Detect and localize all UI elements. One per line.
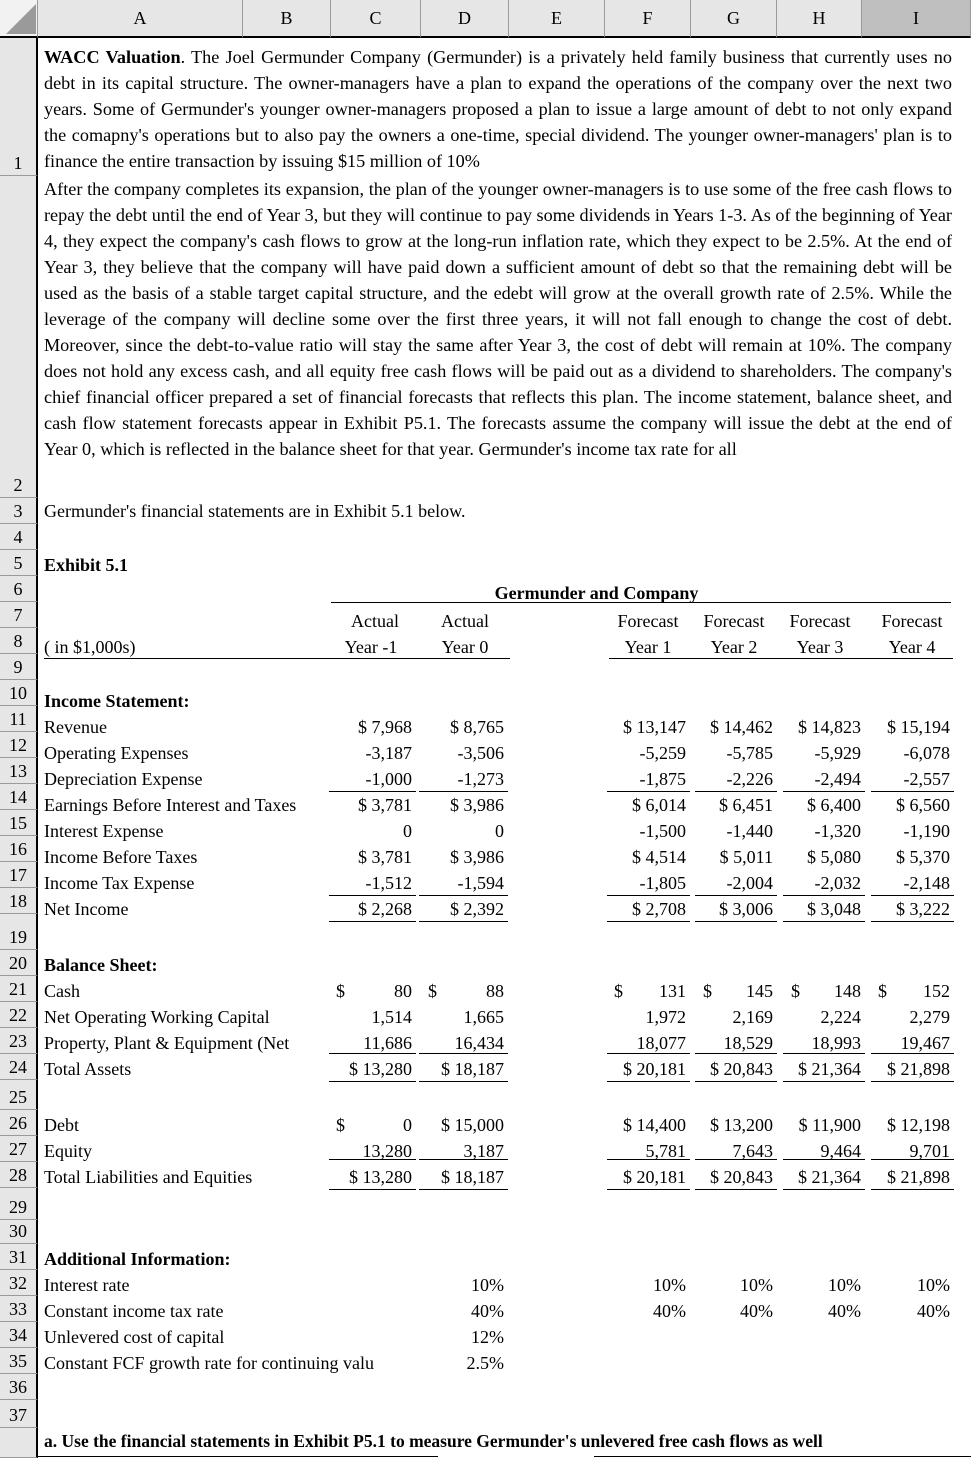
row-header-1[interactable]: 1 xyxy=(0,38,38,176)
balance-row-value[interactable]: $ 21,364 xyxy=(798,1059,861,1079)
total-underline xyxy=(871,895,954,896)
total-underline xyxy=(607,921,690,922)
balance-row-value[interactable]: 5,781 xyxy=(645,1141,686,1161)
additional-row-value[interactable]: 40% xyxy=(740,1301,773,1321)
balance-row-value[interactable]: 148 xyxy=(834,981,861,1001)
income-row-label[interactable]: Earnings Before Interest and Taxes xyxy=(44,795,297,815)
additional-row-label[interactable]: Unlevered cost of capital xyxy=(44,1327,225,1347)
income-row-value[interactable]: -1,512 xyxy=(365,873,412,893)
income-row-value[interactable]: $ 4,514 xyxy=(632,847,686,867)
row-header-17[interactable]: 17 xyxy=(0,862,38,888)
total-underline xyxy=(607,895,690,896)
additional-row-label[interactable]: Interest rate xyxy=(44,1275,130,1295)
income-row-value[interactable]: $ 5,370 xyxy=(896,847,950,867)
income-row-value[interactable]: -2,004 xyxy=(726,873,773,893)
income-row-value[interactable]: $ 6,014 xyxy=(632,795,686,815)
cash-dollar-sign: $ xyxy=(791,981,800,1001)
additional-row-value[interactable]: 10% xyxy=(828,1275,861,1295)
total-underline xyxy=(419,895,508,896)
intro-paragraph-2[interactable]: After the company completes its expansion, the plan of the younger owner-managers is to use some of the free cash flows to repay the debt until the end of Year 3, but they will continue to pay some dividends in Years 1-3. As of the beginning of Year 4, they expect the company's cash flows to grow at the long-run inflation rate, which they expect to be 2.5%. At the end of Year 3, they believe that the company will have paid down a sufficient amount of debt so that the remaining debt will be used as the basis of a stable target capital structure, and the edebt will grow at the overall growth rate of 2.5%. While the leverage of the company will decline some over the first three years, it will not fall enough to change the cost of debt. Moreover, since the debt-to-value ratio will stay the same after Year 3, the cost of debt will remain at 10%. The company does not hold any excess cash, and all equity free cash flows will be paid out as a dividend to shareholders. The company's chief financial officer prepared a set of financial forecasts that reflects this plan. The income statement, balance sheet, and cash flow statement forecasts appear in Exhibit P5.1. The forecasts assume the company will issue the debt at the end of Year 0, which is reflected in the balance sheet for that year. Germunder's income tax rate for all xyxy=(44,179,952,459)
total-underline xyxy=(329,1189,416,1190)
additional-row-value[interactable]: 10% xyxy=(653,1275,686,1295)
intro-lead: WACC Valuation xyxy=(44,47,181,67)
row-header-9[interactable]: 9 xyxy=(0,654,38,680)
income-row-value[interactable]: $ 3,048 xyxy=(807,899,861,919)
additional-row-value[interactable]: 40% xyxy=(828,1301,861,1321)
cash-dollar-sign: $ xyxy=(703,981,712,1001)
income-row-label[interactable]: Income Before Taxes xyxy=(44,847,198,867)
column-header-d[interactable]: D xyxy=(421,0,509,38)
income-row-value[interactable]: -1,875 xyxy=(639,769,686,789)
balance-row-value[interactable]: 1,514 xyxy=(371,1007,412,1027)
total-underline xyxy=(871,1053,954,1054)
col-head1-actual-y-1: Actual xyxy=(351,611,399,631)
total-underline xyxy=(783,1053,865,1054)
row-header-2[interactable]: 2 xyxy=(0,176,38,498)
total-underline xyxy=(329,1159,416,1160)
total-underline xyxy=(329,921,416,922)
row-header-32[interactable]: 32 xyxy=(0,1270,38,1296)
income-row-value[interactable]: $ 5,011 xyxy=(719,847,773,867)
balance-sheet-title[interactable]: Balance Sheet: xyxy=(44,955,158,975)
income-row-label[interactable]: Operating Expenses xyxy=(44,743,189,763)
row-header-25[interactable]: 25 xyxy=(0,1080,38,1110)
income-row-label[interactable]: Income Tax Expense xyxy=(44,873,195,893)
total-underline xyxy=(695,1159,777,1160)
total-underline xyxy=(695,791,777,792)
intro-paragraph-1[interactable] xyxy=(44,44,952,176)
total-underline xyxy=(871,1081,954,1082)
income-row-value[interactable]: -1,320 xyxy=(814,821,861,841)
debt-dollar-sign: $ xyxy=(336,1115,345,1135)
cash-dollar-sign: $ xyxy=(428,981,437,1001)
total-underline xyxy=(783,1159,865,1160)
total-underline xyxy=(419,791,508,792)
balance-row-value[interactable]: $ 18,187 xyxy=(441,1167,504,1187)
row-header-30[interactable]: 30 xyxy=(0,1220,38,1244)
additional-row-value[interactable]: 10% xyxy=(471,1275,504,1295)
col-head2-year1: Year 1 xyxy=(624,637,672,657)
income-row-value[interactable]: -1,594 xyxy=(457,873,504,893)
row-header-10[interactable]: 10 xyxy=(0,680,38,706)
income-row-value[interactable]: $ 14,823 xyxy=(798,717,861,737)
income-row-value[interactable]: -6,078 xyxy=(903,743,950,763)
additional-row-value[interactable]: 10% xyxy=(740,1275,773,1295)
question-rule-left xyxy=(38,1456,438,1457)
row-header-5[interactable]: 5 xyxy=(0,550,38,576)
row-header-29[interactable]: 29 xyxy=(0,1188,38,1220)
col-head2-year2: Year 2 xyxy=(710,637,758,657)
balance-row-value[interactable]: 9,701 xyxy=(909,1141,950,1161)
income-row-value[interactable]: 0 xyxy=(403,821,412,841)
units-label[interactable]: ( in $1,000s) xyxy=(44,637,136,657)
income-row-label[interactable]: Depreciation Expense xyxy=(44,769,203,789)
column-header-h[interactable]: H xyxy=(777,0,862,38)
col-head2-year0: Year 0 xyxy=(441,637,489,657)
additional-info-title[interactable]: Additional Information: xyxy=(44,1249,231,1269)
income-row-value[interactable]: -1,000 xyxy=(365,769,412,789)
total-underline xyxy=(871,791,954,792)
balance-row-value[interactable]: 131 xyxy=(659,981,686,1001)
income-row-value[interactable]: $ 3,986 xyxy=(450,847,504,867)
select-all-triangle-icon xyxy=(0,0,37,36)
additional-row-value[interactable]: 40% xyxy=(653,1301,686,1321)
cash-dollar-sign: $ xyxy=(614,981,623,1001)
additional-row-value[interactable]: 10% xyxy=(917,1275,950,1295)
total-underline xyxy=(695,921,777,922)
balance-row-value[interactable]: $ 14,400 xyxy=(623,1115,686,1135)
income-row-value[interactable]: $ 5,080 xyxy=(807,847,861,867)
income-row-value[interactable]: $ 3,986 xyxy=(450,795,504,815)
income-row-value[interactable]: $ 3,781 xyxy=(358,795,412,815)
row-header-16[interactable]: 16 xyxy=(0,836,38,862)
balance-row-value[interactable]: 145 xyxy=(746,981,773,1001)
row-header-3[interactable]: 3 xyxy=(0,498,38,524)
question-a[interactable]: a. Use the financial statements in Exhibit P5.1 to measure Germunder's unlevered free cash flows as well xyxy=(44,1431,823,1451)
balance-row-value[interactable]: $ 13,280 xyxy=(349,1167,412,1187)
total-underline xyxy=(419,1189,508,1190)
income-row-value[interactable]: -2,557 xyxy=(903,769,950,789)
balance-row-value[interactable]: 2,279 xyxy=(909,1007,950,1027)
additional-row-value[interactable]: 40% xyxy=(917,1301,950,1321)
row-header-27[interactable]: 27 xyxy=(0,1136,38,1162)
balance-row-value[interactable]: 13,280 xyxy=(362,1141,412,1161)
total-underline xyxy=(419,1159,508,1160)
income-row-value[interactable]: $ 15,194 xyxy=(887,717,950,737)
row-header-28[interactable]: 28 xyxy=(0,1162,38,1188)
total-underline xyxy=(607,1053,690,1054)
additional-row-label[interactable]: Constant income tax rate xyxy=(44,1301,224,1321)
income-row-value[interactable]: $ 6,400 xyxy=(807,795,861,815)
income-row-value[interactable]: -2,032 xyxy=(814,873,861,893)
col-head2-year3: Year 3 xyxy=(796,637,844,657)
balance-row-value[interactable]: $ 21,364 xyxy=(798,1167,861,1187)
balance-row-value[interactable]: $ 20,843 xyxy=(710,1167,773,1187)
income-row-value[interactable]: $ 6,451 xyxy=(719,795,773,815)
total-underline xyxy=(695,895,777,896)
column-header-b[interactable]: B xyxy=(243,0,331,38)
col-head1-forecast-y1: Forecast xyxy=(617,611,679,631)
income-row-value[interactable]: -1,190 xyxy=(903,821,950,841)
row-header-12[interactable]: 12 xyxy=(0,732,38,758)
balance-row-value[interactable]: $ 11,900 xyxy=(798,1115,861,1135)
income-row-value[interactable]: -1,805 xyxy=(639,873,686,893)
total-underline xyxy=(783,921,865,922)
balance-row-label[interactable]: Cash xyxy=(44,981,80,1001)
balance-row-value[interactable]: $ 21,898 xyxy=(887,1059,950,1079)
row-header-19[interactable]: 19 xyxy=(0,914,38,950)
income-row-value[interactable]: $ 2,708 xyxy=(632,899,686,919)
income-row-value[interactable]: $ 2,268 xyxy=(358,899,412,919)
row-header-8[interactable]: 8 xyxy=(0,628,38,654)
total-underline xyxy=(607,1189,690,1190)
row-header-13[interactable]: 13 xyxy=(0,758,38,784)
income-row-value[interactable]: -3,506 xyxy=(457,743,504,763)
row-header-26[interactable]: 26 xyxy=(0,1110,38,1136)
balance-row-value[interactable]: 7,643 xyxy=(732,1141,773,1161)
col-head1-forecast-y3: Forecast xyxy=(789,611,851,631)
cash-dollar-sign: $ xyxy=(878,981,887,1001)
balance-row-value[interactable]: 18,993 xyxy=(811,1033,861,1053)
balance-row-label[interactable]: Net Operating Working Capital xyxy=(44,1007,270,1027)
balance-row-value[interactable]: $ 12,198 xyxy=(887,1115,950,1135)
row-header-11[interactable]: 11 xyxy=(0,706,38,732)
income-row-value[interactable]: -2,148 xyxy=(903,873,950,893)
balance-row-value[interactable]: 1,972 xyxy=(645,1007,686,1027)
additional-row-value[interactable]: 40% xyxy=(471,1301,504,1321)
balance-row-value[interactable]: $ 13,200 xyxy=(710,1115,773,1135)
balance-row-value[interactable]: $ 13,280 xyxy=(349,1059,412,1079)
income-row-value[interactable]: $ 3,781 xyxy=(358,847,412,867)
income-row-label[interactable]: Interest Expense xyxy=(44,821,164,841)
balance-row-value[interactable]: 1,665 xyxy=(463,1007,504,1027)
income-row-value[interactable]: $ 7,968 xyxy=(358,717,412,737)
select-all-corner[interactable] xyxy=(0,0,38,38)
balance-row-value[interactable]: 16,434 xyxy=(454,1033,504,1053)
row-header-15[interactable]: 15 xyxy=(0,810,38,836)
balance-row-value[interactable]: 11,686 xyxy=(363,1033,412,1053)
col-head2-year4: Year 4 xyxy=(888,637,936,657)
balance-row-label[interactable]: Debt xyxy=(44,1115,79,1135)
intro-p1-text: . The Joel Germunder Company (Germunder) is a privately held family business that currently uses no debt in its capital structure. The owner-managers have a plan to expand the operations of the company over the next two years. Some of Germunder's younger owner-managers proposed a plan to issue a large amount of debt to not only expand the comapny's operations but to also pay the owners a one-time, special dividend. The younger owner-managers' plan is to finance the entire transaction by issuing $15 million of 10% xyxy=(44,47,952,171)
balance-row-value[interactable]: 3,187 xyxy=(463,1141,504,1161)
row-header-20[interactable]: 20 xyxy=(0,950,38,976)
row-header-6[interactable]: 6 xyxy=(0,576,38,602)
total-underline xyxy=(871,921,954,922)
total-underline xyxy=(329,1081,416,1082)
balance-row-value[interactable]: 88 xyxy=(486,981,504,1001)
balance-row-label[interactable]: Total Assets xyxy=(44,1059,132,1079)
cash-dollar-sign: $ xyxy=(336,981,345,1001)
balance-row-value[interactable]: $ 15,000 xyxy=(441,1115,504,1135)
total-underline xyxy=(419,1053,508,1054)
row-header-18[interactable]: 18 xyxy=(0,888,38,914)
income-row-value[interactable]: $ 6,560 xyxy=(896,795,950,815)
income-row-value[interactable]: $ 13,147 xyxy=(623,717,686,737)
company-title-rule xyxy=(331,602,951,603)
total-underline xyxy=(607,791,690,792)
balance-row-value[interactable]: $ 20,843 xyxy=(710,1059,773,1079)
income-row-value[interactable]: $ 3,222 xyxy=(896,899,950,919)
row-header-38[interactable] xyxy=(0,1428,38,1458)
balance-row-value[interactable]: $ 21,898 xyxy=(887,1167,950,1187)
total-underline xyxy=(607,1081,690,1082)
balance-row-value[interactable]: 2,169 xyxy=(732,1007,773,1027)
total-underline xyxy=(419,1081,508,1082)
row-header-35[interactable]: 35 xyxy=(0,1348,38,1374)
row-header-34[interactable]: 34 xyxy=(0,1322,38,1348)
total-underline xyxy=(329,791,416,792)
total-underline xyxy=(419,921,508,922)
income-row-value[interactable]: -3,187 xyxy=(365,743,412,763)
row-header-24[interactable]: 24 xyxy=(0,1054,38,1080)
balance-row-value[interactable]: 9,464 xyxy=(820,1141,861,1161)
intro-row3-text[interactable]: Germunder's financial statements are in Exhibit 5.1 below. xyxy=(44,501,466,521)
row-header-23[interactable]: 23 xyxy=(0,1028,38,1054)
additional-row-value[interactable]: 2.5% xyxy=(466,1353,504,1373)
income-row-value[interactable]: $ 2,392 xyxy=(450,899,504,919)
total-underline xyxy=(695,1081,777,1082)
income-row-label[interactable]: Revenue xyxy=(44,717,107,737)
row-header-22[interactable]: 22 xyxy=(0,1002,38,1028)
total-underline xyxy=(783,1081,865,1082)
income-row-value[interactable]: $ 14,462 xyxy=(710,717,773,737)
balance-row-value[interactable]: 152 xyxy=(923,981,950,1001)
column-header-e[interactable]: E xyxy=(509,0,605,38)
total-underline xyxy=(329,895,416,896)
row-header-36[interactable]: 36 xyxy=(0,1374,38,1400)
balance-row-label[interactable]: Total Liabilities and Equities xyxy=(44,1167,253,1187)
balance-row-label[interactable]: Equity xyxy=(44,1141,92,1161)
income-row-value[interactable]: $ 3,006 xyxy=(719,899,773,919)
income-row-value[interactable]: -5,929 xyxy=(814,743,861,763)
balance-row-value[interactable]: $ 18,187 xyxy=(441,1059,504,1079)
row-header-21[interactable]: 21 xyxy=(0,976,38,1002)
income-statement-title[interactable]: Income Statement: xyxy=(44,691,190,711)
balance-row-label[interactable]: Property, Plant & Equipment (Net xyxy=(44,1033,290,1053)
balance-row-value[interactable]: 18,529 xyxy=(723,1033,773,1053)
column-header-i[interactable]: I xyxy=(862,0,971,38)
balance-row-value[interactable]: 0 xyxy=(403,1115,412,1135)
column-header-f[interactable]: F xyxy=(605,0,691,38)
col-head1-actual-y0: Actual xyxy=(441,611,489,631)
column-header-g[interactable]: G xyxy=(691,0,777,38)
income-row-value[interactable]: -5,259 xyxy=(639,743,686,763)
income-row-value[interactable]: -2,494 xyxy=(814,769,861,789)
income-row-value[interactable]: $ 8,765 xyxy=(450,717,504,737)
income-row-value[interactable]: -2,226 xyxy=(726,769,773,789)
total-underline xyxy=(783,1189,865,1190)
company-title[interactable]: Germunder and Company xyxy=(494,583,699,603)
col-head2-year-1: Year -1 xyxy=(344,637,398,657)
total-underline xyxy=(871,1159,954,1160)
income-row-value[interactable]: 0 xyxy=(495,821,504,841)
additional-row-value[interactable]: 12% xyxy=(471,1327,504,1347)
total-underline xyxy=(871,1189,954,1190)
income-row-value[interactable]: -1,440 xyxy=(726,821,773,841)
total-underline xyxy=(607,1159,690,1160)
total-underline xyxy=(783,895,865,896)
balance-row-value[interactable]: $ 20,181 xyxy=(623,1059,686,1079)
total-underline xyxy=(695,1189,777,1190)
exhibit-label[interactable]: Exhibit 5.1 xyxy=(44,555,129,575)
total-underline xyxy=(329,1053,416,1054)
balance-row-value[interactable]: 18,077 xyxy=(636,1033,686,1053)
total-underline xyxy=(783,791,865,792)
row-header-14[interactable]: 14 xyxy=(0,784,38,810)
additional-row-label[interactable]: Constant FCF growth rate for continuing valu xyxy=(44,1353,374,1373)
row-header-37[interactable]: 37 xyxy=(0,1400,38,1428)
income-row-value[interactable]: -1,273 xyxy=(457,769,504,789)
income-row-value[interactable]: -5,785 xyxy=(726,743,773,763)
row-header-31[interactable]: 31 xyxy=(0,1244,38,1270)
balance-row-value[interactable]: 2,224 xyxy=(820,1007,861,1027)
balance-row-value[interactable]: 19,467 xyxy=(900,1033,950,1053)
column-header-a[interactable]: A xyxy=(38,0,243,38)
balance-row-value[interactable]: 80 xyxy=(394,981,412,1001)
column-header-c[interactable]: C xyxy=(331,0,421,38)
col-head1-forecast-y4: Forecast xyxy=(881,611,943,631)
balance-row-value[interactable]: $ 20,181 xyxy=(623,1167,686,1187)
row-header-7[interactable]: 7 xyxy=(0,602,38,628)
income-row-label[interactable]: Net Income xyxy=(44,899,129,919)
row-header-4[interactable]: 4 xyxy=(0,524,38,550)
question-rule-right xyxy=(594,1456,971,1457)
income-row-value[interactable]: -1,500 xyxy=(639,821,686,841)
total-underline xyxy=(695,1053,777,1054)
col-head1-forecast-y2: Forecast xyxy=(703,611,765,631)
row-header-33[interactable]: 33 xyxy=(0,1296,38,1322)
